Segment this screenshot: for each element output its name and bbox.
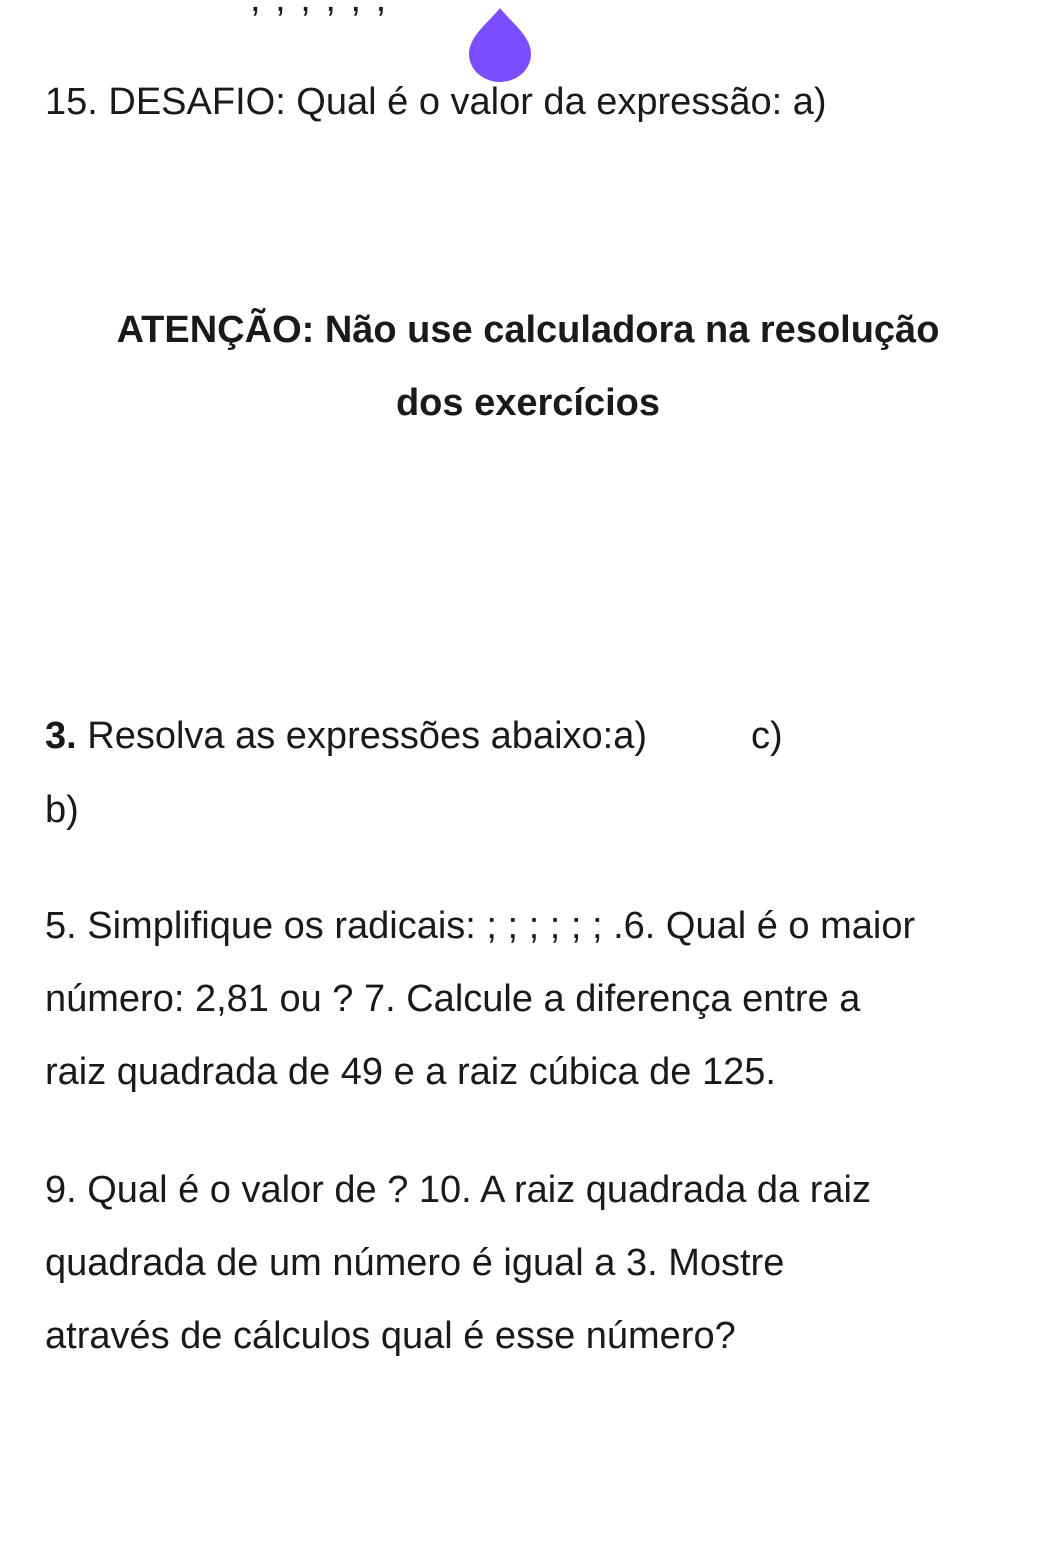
question-15: 15. DESAFIO: Qual é o valor da expressão: a) [45,81,827,123]
question-3-item-c: c) [751,715,783,757]
paragraph-5-line-2: número: 2,81 ou ? 7. Calcule a diferença entre a [45,978,861,1020]
paragraph-9-line-2: quadrada de um número é igual a 3. Mostre [45,1242,785,1284]
drop-icon[interactable] [467,4,533,84]
cut-off-text-fragment [250,0,388,21]
question-3-number: 3. [45,715,77,757]
question-3-text: Resolva as expressões abaixo:a) [76,715,647,757]
question-3 [45,714,783,758]
paragraph-5-line-1: 5. Simplifique os radicais: ; ; ; ; ; ; .6. Qual é o maior [45,905,916,947]
attention-heading-line-2: dos exercícios [395,382,661,424]
paragraph-9-line-3: através de cálculos qual é esse número? [45,1315,736,1357]
attention-heading-line-1: ATENÇÃO: Não use calculadora na resolução [116,309,940,351]
question-3-item-b: b) [45,789,79,831]
paragraph-5-line-3: raiz quadrada de 49 e a raiz cúbica de 125. [45,1051,776,1093]
paragraph-9-line-1: 9. Qual é o valor de ? 10. A raiz quadrada da raiz [45,1169,871,1211]
